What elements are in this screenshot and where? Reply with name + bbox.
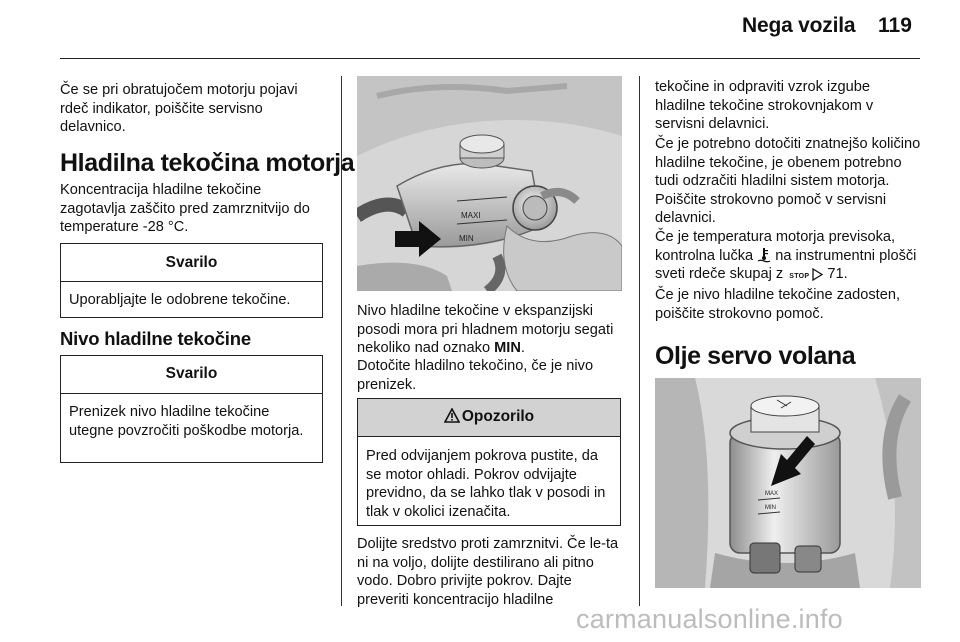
coolant-temperature-icon — [757, 247, 771, 263]
bleed-system-paragraph: Če je potrebno dotočiti znatnejšo količino hladilne tekočine, je obenem potrebno tudi odzračiti hladilni sistem motorja. Poiščite strokovno pomoč v servisni delavnici. — [655, 136, 921, 226]
warning-header — [358, 399, 620, 437]
overheat-text-a: Če je temperatura motorja previsoka, kontrolna lučka — [655, 229, 896, 264]
subheading-coolant-level: Nivo hladilne tekočine — [60, 328, 251, 349]
top-up-paragraph: Dotočite hladilno tekočino, če je nivo prenizek. — [357, 358, 594, 393]
watermark: carmanualsonline.info — [576, 604, 843, 634]
coolant-level-text-b: . — [520, 340, 525, 356]
coolant-level-text-a: Nivo hladilne tekočine v ekspanzijski posodi mora pri hladnem motorju segati nekoliko nad oznako — [357, 303, 614, 356]
page-header-title: Nega vozila — [742, 14, 856, 37]
overheat-paragraph — [655, 228, 923, 287]
warning-title: Opozorilo — [461, 408, 535, 425]
coolant-reservoir-illustration — [357, 76, 622, 291]
antifreeze-paragraph: Dolijte sredstvo proti zamrznitvi. Če le-ta ni na voljo, dolijte destilirano ali pitno vodo. Dobro privijte pokrov. Dajte preveriti koncentracijo hladilne — [357, 536, 619, 608]
warning-box-hot-engine — [357, 398, 621, 526]
warning-triangle-icon — [444, 408, 460, 423]
min-mark-reference: MIN — [494, 340, 521, 356]
notice-box-approved-fluids — [60, 243, 323, 318]
overheat-text-b: na instrumentni plošči sveti rdeče skupaj z — [655, 247, 917, 282]
header-rule — [60, 58, 920, 59]
min-mark-label: MIN — [459, 234, 474, 243]
warning-text: Pred odvijanjem pokrova pustite, da se motor ohladi. Pokrov odvijajte previdno, da se lahko tlak v posodi in tlak v okolici izenačita. — [366, 448, 606, 520]
maxi-mark-label: MAXI — [461, 211, 481, 220]
notice-text: Prenizek nivo hladilne tekočine utegne povzročiti poškodbe motorja. — [69, 404, 304, 439]
max-mark-label: MAX — [765, 491, 779, 497]
coolant-loss-paragraph: tekočine in odpraviti vzrok izgube hladilne tekočine strokovnjakom v servisni delavnici. — [655, 79, 874, 132]
notice-box-low-level — [60, 355, 323, 463]
notice-title: Svarilo — [61, 356, 322, 394]
overheat-text-c: 71. — [823, 266, 848, 282]
page-number: 119 — [878, 14, 912, 37]
section-heading-power-steering: Olje servo volana — [655, 342, 856, 370]
level-ok-paragraph: Če je nivo hladilne tekočine zadosten, poiščite strokovno pomoč. — [655, 287, 901, 322]
notice-title: Svarilo — [61, 244, 322, 282]
power-steering-reservoir-illustration — [655, 378, 921, 588]
page-reference-icon — [812, 268, 823, 281]
notice-text: Uporabljajte le odobrene tekočine. — [69, 292, 291, 308]
section-heading-coolant: Hladilna tekočina motorja — [60, 149, 355, 177]
coolant-concentration-paragraph: Koncentracija hladilne tekočine zagotavlja zaščito pred zamrznitvijo do temperature -28 °C. — [60, 182, 310, 235]
intro-paragraph: Če se pri obratujočem motorju pojavi rdeč indikator, poiščite servisno delavnico. — [60, 82, 298, 135]
min-mark-label: MIN — [765, 505, 776, 511]
coolant-level-paragraph — [357, 302, 625, 358]
column-divider-2 — [639, 76, 640, 606]
stop-indicator-label: STOP — [789, 273, 810, 280]
